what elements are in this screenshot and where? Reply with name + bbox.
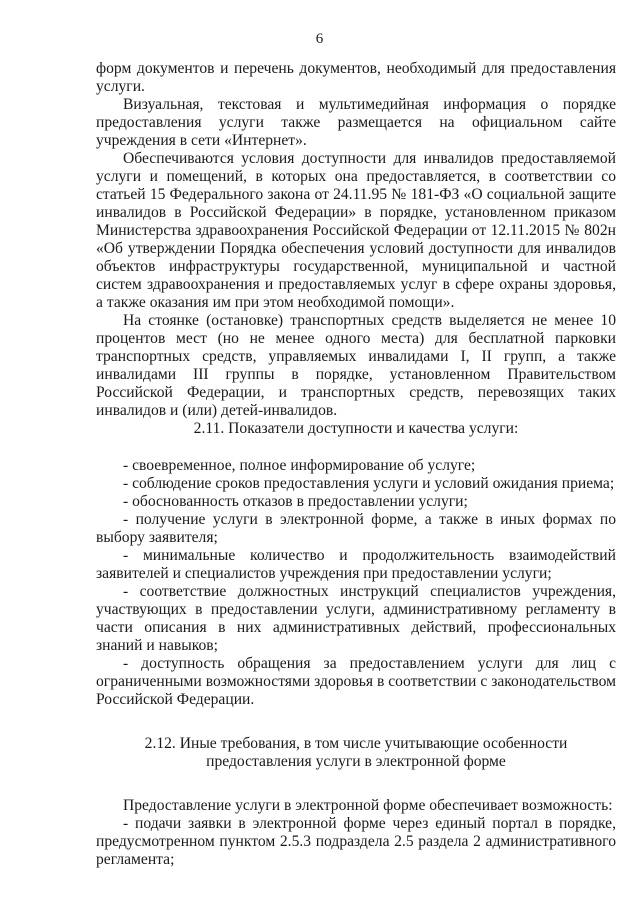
list-item: - подачи заявки в электронной форме через единый портал в порядке, предусмотренном пунктом 2.5.3 подраздела 2.5 раздела 2 административного регламента; (96, 815, 616, 868)
list-item: - соответствие должностных инструкций специалистов учреждения, участвующих в предоставлении услуги, административному регламенту в части описания в них административных действий, профессиональных знаний и навыков; (96, 583, 616, 654)
section-heading-2-12-line1: 2.12. Иные требования, в том числе учитывающие особенности (144, 735, 568, 752)
paragraph-accessibility: Обеспечиваются условия доступности для инвалидов предоставляемой услуги и помещений, в которых она предоставляется, в соответствии со статьей 15 Федерального закона от 24.11.95 № 181-ФЗ «О социальной защите инвалидов в Российской Федерации» в порядке, установленном приказом Министерства здравоохранения Российской Федерации от 12.11.2015 № 802н «Об утверждении Порядка обеспечения условий доступности для инвалидов объектов инфраструктуры государственной, муниципальной и частной систем здравоохранения и предоставляемых услуг в сфере охраны здоровья, а также оказания им при этом необходимой помощи». (96, 150, 616, 311)
paragraph-electronic-form: Предоставление услуги в электронной форме обеспечивает возможность: (123, 797, 613, 814)
list-item: - получение услуги в электронной форме, а также в иных формах по выбору заявителя; (96, 511, 616, 546)
list-item: - обоснованность отказов в предоставлении услуги; (123, 493, 468, 510)
list-item: - доступность обращения за предоставлением услуги для лиц с ограниченными возможностями здоровья в соответствии с законодательством Российской Федерации. (96, 655, 616, 708)
list-item: - соблюдение сроков предоставления услуги и условий ожидания приема; (123, 475, 615, 492)
list-item: - своевременное, полное информирование об услуге; (123, 457, 476, 474)
section-heading-2-12-line2: предоставления услуги в электронной форме (206, 753, 506, 770)
page-number: 6 (315, 31, 324, 47)
section-heading-2-11: 2.11. Показатели доступности и качества услуги: (193, 420, 519, 437)
paragraph-parking: На стоянке (остановке) транспортных средств выделяется не менее 10 процентов мест (но не менее одного места) для бесплатной парковки транспортных средств, управляемых инвалидами I, II групп, а также инвалидами III группы в порядке, установленном Правительством Российской Федерации, и транспортных средств, перевозящих таких инвалидов и (или) детей-инвалидов. (96, 312, 616, 419)
list-item: - минимальные количество и продолжительность взаимодействий заявителей и специалистов учреждения при предоставлении услуги; (96, 547, 616, 582)
paragraph-info-website: Визуальная, текстовая и мультимедийная информация о порядке предоставления услуги также размещается на официальном сайте учреждения в сети «Интернет». (96, 96, 616, 149)
document-body (96, 60, 616, 869)
paragraph-continuation: форм документов и перечень документов, необходимый для предоставления услуги. (96, 60, 616, 95)
